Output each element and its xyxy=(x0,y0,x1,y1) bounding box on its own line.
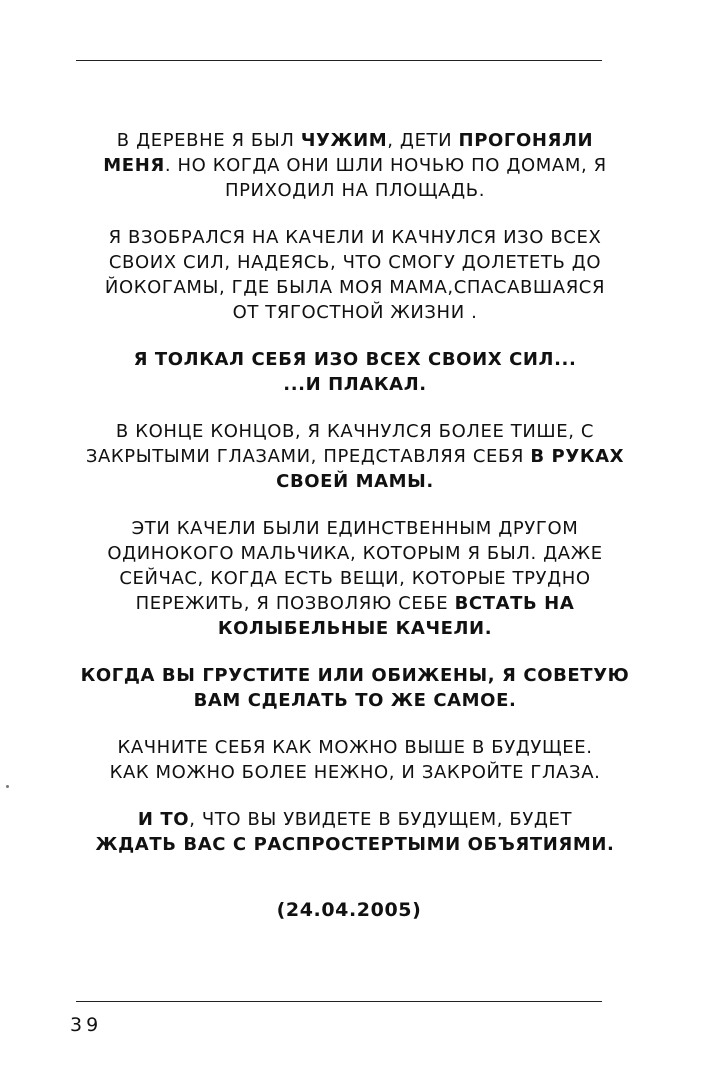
text-line xyxy=(60,688,650,713)
text-run: ПРИХОДИЛ НА ПЛОЩАДЬ. xyxy=(224,180,486,201)
text-run: В ДЕРЕВНЕ Я БЫЛ xyxy=(116,130,301,151)
bold-text-run: ЖДАТЬ ВАС С РАСПРОСТЕРТЫМИ ОБЪЯТИЯМИ. xyxy=(95,834,615,855)
text-line xyxy=(60,372,650,397)
text-line xyxy=(60,591,650,616)
text-run: КАК МОЖНО БОЛЕЕ НЕЖНО, И ЗАКРОЙТЕ ГЛАЗА. xyxy=(109,762,601,783)
text-line xyxy=(60,225,650,250)
paragraph xyxy=(60,419,650,494)
text-line xyxy=(60,516,650,541)
text-line xyxy=(60,153,650,178)
paragraph xyxy=(60,225,650,325)
text-line xyxy=(60,128,650,153)
text-line xyxy=(60,250,650,275)
bold-text-run: ...И ПЛАКАЛ. xyxy=(283,374,427,395)
paragraph xyxy=(60,735,650,785)
text-run: В КОНЦЕ КОНЦОВ, Я КАЧНУЛСЯ БОЛЕЕ ТИШЕ, С xyxy=(115,421,595,442)
text-run: ПЕРЕЖИТЬ, Я ПОЗВОЛЯЮ СЕБЕ xyxy=(135,593,455,614)
date-line: (24.04.2005) xyxy=(276,899,422,921)
text-run: , ЧТО ВЫ УВИДЕТЕ В БУДУЩЕМ, БУДЕТ xyxy=(189,809,573,830)
bold-text-run: МЕНЯ xyxy=(103,155,165,176)
top-rule xyxy=(76,60,602,61)
bold-text-run: В РУКАХ xyxy=(530,446,625,467)
bold-text-run: И ТО xyxy=(137,809,190,830)
text-line xyxy=(60,300,650,325)
paragraph xyxy=(60,663,650,713)
text-run: , ДЕТИ xyxy=(387,130,459,151)
bold-text-run: ВАМ СДЕЛАТЬ ТО ЖЕ САМОЕ. xyxy=(193,690,517,711)
text-line xyxy=(60,663,650,688)
paragraph xyxy=(60,128,650,203)
text-line xyxy=(60,347,650,372)
text-line xyxy=(60,275,650,300)
text-line xyxy=(60,760,650,785)
text-line xyxy=(60,419,650,444)
text-line xyxy=(60,541,650,566)
bottom-rule xyxy=(76,1001,602,1002)
text-line xyxy=(60,566,650,591)
text-run: Я ВЗОБРАЛСЯ НА КАЧЕЛИ И КАЧНУЛСЯ ИЗО ВСЕХ xyxy=(108,227,602,248)
text-run: ОТ ТЯГОСТНОЙ ЖИЗНИ . xyxy=(232,302,478,323)
bold-text-run: КОЛЫБЕЛЬНЫЕ КАЧЕЛИ. xyxy=(217,618,493,639)
page-number: 39 xyxy=(70,1014,103,1036)
paragraph xyxy=(60,807,650,857)
text-line xyxy=(60,469,650,494)
text-line xyxy=(60,444,650,469)
text-line xyxy=(60,178,650,203)
text-run: ЭТИ КАЧЕЛИ БЫЛИ ЕДИНСТВЕННЫМ ДРУГОМ xyxy=(131,518,579,539)
bold-text-run: СВОЕЙ МАМЫ. xyxy=(276,471,434,492)
text-run: ЗАКРЫТЫМИ ГЛАЗАМИ, ПРЕДСТАВЛЯЯ СЕБЯ xyxy=(85,446,531,467)
bold-text-run: ЧУЖИМ xyxy=(300,130,388,151)
page-body xyxy=(60,128,650,879)
paragraph xyxy=(60,516,650,641)
bold-text-run: ВСТАТЬ НА xyxy=(454,593,575,614)
text-run: КАЧНИТЕ СЕБЯ КАК МОЖНО ВЫШЕ В БУДУЩЕЕ. xyxy=(117,737,593,758)
text-line xyxy=(60,616,650,641)
text-run: СВОИХ СИЛ, НАДЕЯСЬ, ЧТО СМОГУ ДОЛЕТЕТЬ ДО xyxy=(108,252,602,273)
text-run: ЙОКОГАМЫ, ГДЕ БЫЛА МОЯ МАМА,СПАСАВШАЯСЯ xyxy=(104,277,606,298)
text-run: ОДИНОКОГО МАЛЬЧИКА, КОТОРЫМ Я БЫЛ. ДАЖЕ xyxy=(107,543,603,564)
bold-text-run: КОГДА ВЫ ГРУСТИТЕ ИЛИ ОБИЖЕНЫ, Я СОВЕТУЮ xyxy=(80,665,630,686)
bold-text-run: ПРОГОНЯЛИ xyxy=(458,130,594,151)
text-line xyxy=(60,735,650,760)
scan-speck xyxy=(6,785,9,788)
bold-text-run: Я ТОЛКАЛ СЕБЯ ИЗО ВСЕХ СВОИХ СИЛ... xyxy=(133,349,577,370)
text-run: . НО КОГДА ОНИ ШЛИ НОЧЬЮ ПО ДОМАМ, Я xyxy=(164,155,607,176)
text-run: СЕЙЧАС, КОГДА ЕСТЬ ВЕЩИ, КОТОРЫЕ ТРУДНО xyxy=(119,568,591,589)
text-line xyxy=(60,832,650,857)
paragraph xyxy=(60,347,650,397)
text-line xyxy=(60,807,650,832)
